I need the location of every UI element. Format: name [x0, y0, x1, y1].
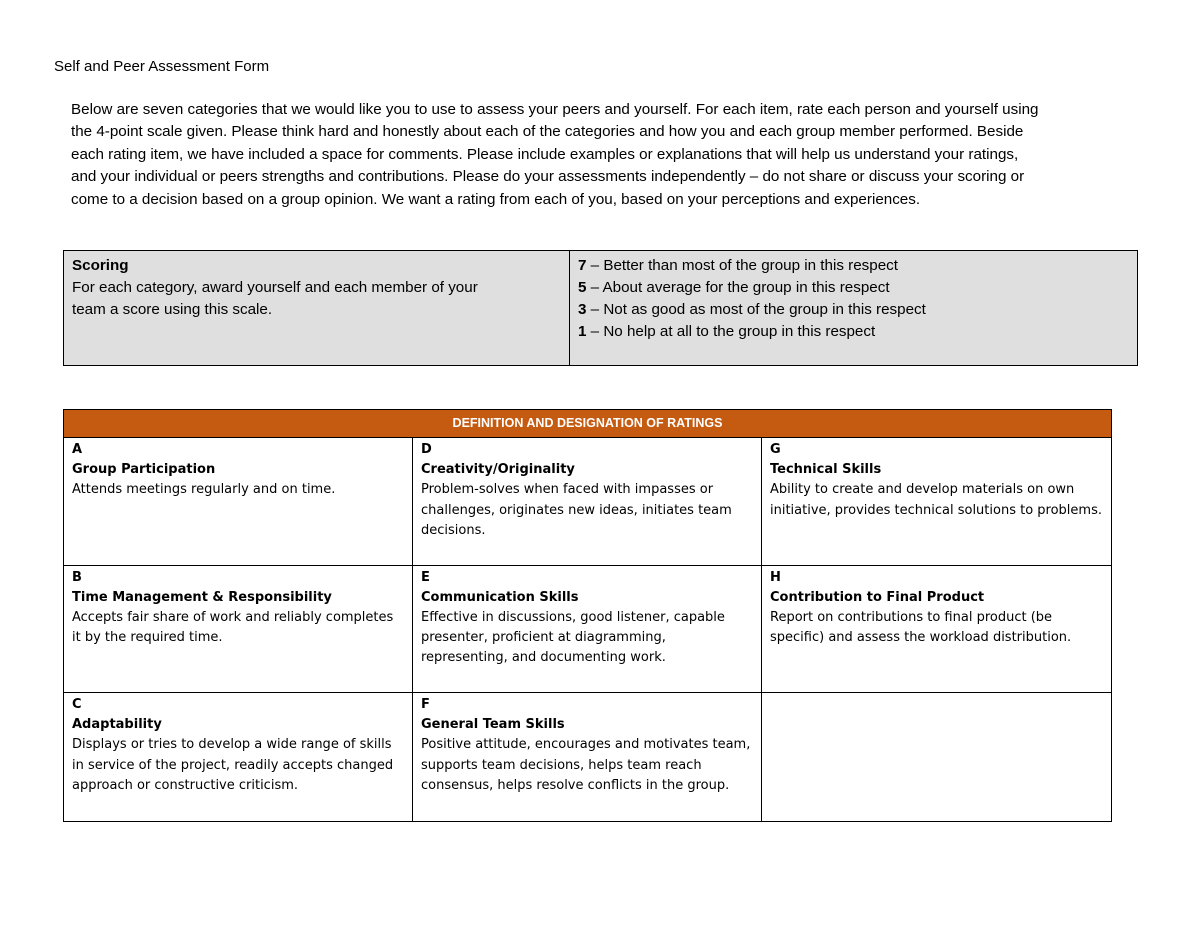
- rating-letter: B: [72, 569, 82, 585]
- rating-letter: D: [421, 442, 432, 457]
- rating-desc: Attends meetings regularly and on time.: [72, 482, 336, 498]
- scoring-text: For each category, award yourself and each member of your: [72, 279, 478, 296]
- rating-cell: [413, 566, 762, 693]
- rating-cell: [413, 693, 762, 821]
- rating-cell: [64, 693, 413, 821]
- scale-text: – No help at all to the group in this respect: [586, 323, 876, 340]
- rating-name: Communication Skills: [421, 589, 579, 605]
- rating-desc: Positive attitude, encourages and motivates team, supports team decisions, helps team reach consensus, helps resolve conflicts in the group.: [421, 737, 751, 793]
- scoring-instructions: [64, 251, 570, 365]
- intro-line: come to a decision based on a group opinion. We want a rating from each of you, based on your perceptions and experiences.: [71, 190, 921, 208]
- scoring-text: team a score using this scale.: [72, 301, 273, 318]
- rating-desc: Displays or tries to develop a wide range of skills in service of the project, readily accepts changed approach or constructive criticism.: [72, 737, 394, 793]
- rating-cell: [413, 438, 762, 565]
- rating-name: Creativity/Originality: [421, 462, 575, 478]
- scale-item: [578, 299, 1129, 321]
- rating-letter: G: [770, 442, 781, 457]
- rating-name: Adaptability: [72, 717, 162, 733]
- page-title: Self and Peer Assessment Form: [54, 58, 270, 75]
- rating-name: Time Management & Responsibility: [72, 589, 332, 605]
- scale-item: [578, 321, 1129, 343]
- rating-cell: [762, 566, 1111, 693]
- scale-score: 5: [578, 279, 587, 296]
- scale-item: [578, 255, 1129, 277]
- intro-line: Below are seven categories that we would like you to use to assess your peers and yourself. For each item, rate each person and yourself using: [71, 101, 1039, 118]
- scale-text: – About average for the group in this respect: [586, 279, 890, 296]
- scale-score: 3: [578, 301, 587, 318]
- ratings-header: DEFINITION AND DESIGNATION OF RATINGS: [64, 410, 1111, 438]
- scale-score: 1: [578, 323, 587, 340]
- rating-desc: Problem-solves when faced with impasses or challenges, originates new ideas, initiates team decisions.: [421, 482, 732, 538]
- rating-cell: [762, 438, 1111, 565]
- intro-line: and your individual or peers strengths and contributions. Please do your assessments independently – do not share or discuss your scoring or: [71, 168, 1025, 186]
- intro-line: the 4-point scale given. Please think hard and honestly about each of the categories and how you and each group member performed. Beside: [71, 123, 1024, 141]
- rating-letter: A: [72, 442, 83, 457]
- intro-line: each rating item, we have included a space for comments. Please include examples or explanations that will help us understand your ratings,: [71, 145, 1019, 163]
- scoring-box: [63, 250, 1138, 366]
- rating-desc: Report on contributions to final product (be specific) and assess the workload distribution.: [770, 609, 1072, 646]
- scoring-scale: [570, 251, 1137, 365]
- rating-letter: C: [72, 697, 82, 712]
- rating-cell: [64, 566, 413, 693]
- scale-item: [578, 277, 1129, 299]
- rating-desc: Effective in discussions, good listener, capable presenter, proficient at diagramming, representing, and documenting work.: [421, 609, 725, 666]
- ratings-row: [64, 566, 1111, 694]
- rating-cell-empty: [762, 693, 1111, 821]
- rating-name: Group Participation: [72, 462, 216, 478]
- rating-name: Contribution to Final Product: [770, 589, 985, 605]
- scale-score: 7: [578, 257, 587, 274]
- ratings-table: [63, 409, 1112, 822]
- scale-text: – Not as good as most of the group in this respect: [586, 301, 926, 318]
- ratings-row: [64, 693, 1111, 821]
- rating-name: Technical Skills: [770, 462, 882, 478]
- rating-desc: Accepts fair share of work and reliably completes it by the required time.: [72, 609, 394, 646]
- ratings-row: [64, 438, 1111, 566]
- rating-letter: H: [770, 569, 781, 585]
- rating-name: General Team Skills: [421, 717, 565, 733]
- scoring-heading: Scoring: [72, 257, 129, 274]
- rating-cell: [64, 438, 413, 565]
- rating-letter: E: [421, 569, 430, 585]
- rating-letter: F: [421, 697, 430, 712]
- intro-paragraph: [71, 99, 1143, 211]
- scale-text: – Better than most of the group in this respect: [586, 257, 898, 274]
- rating-desc: Ability to create and develop materials on own initiative, provides technical solutions to problems.: [770, 482, 1102, 518]
